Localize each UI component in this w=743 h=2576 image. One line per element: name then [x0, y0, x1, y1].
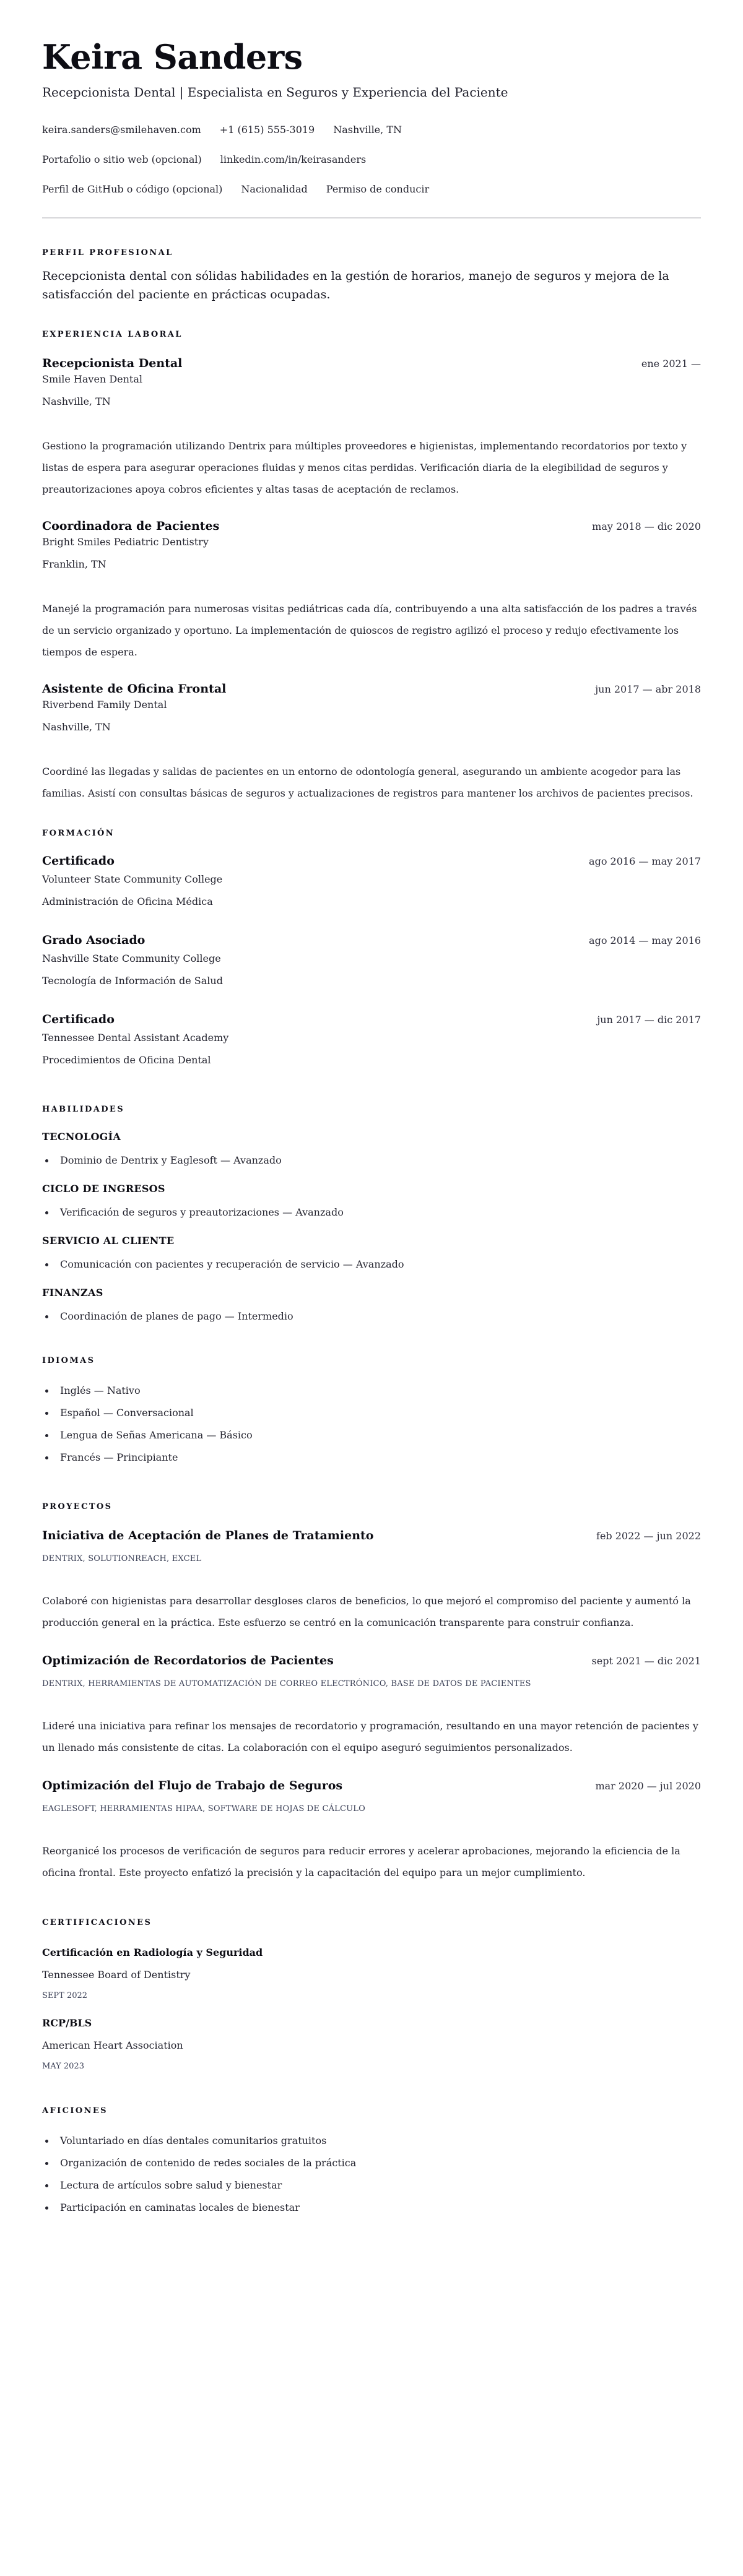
project-entry	[42, 1652, 701, 1758]
project-tech: DENTRIX, SOLUTIONREACH, EXCEL	[42, 1554, 202, 1563]
section-skills	[42, 1104, 701, 1324]
job-description: Coordiné las llegadas y salidas de pacientes en un entorno de odontología general, asegurando un ambiente acogedor para las familias. Asistí con consultas básicas de seguros y actualizaciones de registros para mantener los archivos de pacientes precisos.	[42, 766, 693, 799]
summary-text: Recepcionista dental con sólidas habilidades en la gestión de horarios, manejo de seguros y mejora de la satisfacción del paciente en prácticas ocupadas.	[42, 269, 669, 301]
header-divider	[42, 217, 701, 218]
hobby-text: Lectura de artículos sobre salud y bienestar	[60, 2179, 282, 2191]
degree-title: Certificado	[42, 1013, 115, 1026]
bullet-icon	[45, 2162, 48, 2165]
degree-title: Grado Asociado	[42, 933, 146, 947]
contact-nationality: Nacionalidad	[241, 183, 308, 195]
section-languages	[42, 1355, 701, 1465]
skill-category-name: TECNOLOGÍA	[42, 1131, 121, 1143]
list-item	[42, 1428, 701, 1443]
skill-category	[42, 1286, 701, 1324]
contact-drivers-license: Permiso de conducir	[326, 183, 430, 195]
bullet-icon	[45, 1159, 48, 1162]
contact-row	[42, 182, 701, 197]
list-item	[42, 2156, 701, 2171]
study-field: Administración de Oficina Médica	[42, 896, 213, 907]
certification-issuer: Tennessee Board of Dentistry	[42, 1969, 191, 1981]
list-item	[42, 1309, 701, 1324]
language-text: Francés — Principiante	[60, 1451, 178, 1463]
job-description: Gestiono la programación utilizando Dentrix para múltiples proveedores e higienistas, implementando recordatorios por texto y listas de espera para asegurar operaciones fluidas y menos citas perdidas. Verificación diaria de la elegibilidad de seguros y preautorizaciones apoya cobros eficientes y altas tasas de aceptación de reclamos.	[42, 440, 687, 495]
contact-email[interactable]: keira.sanders@smilehaven.com	[42, 124, 201, 136]
skill-category	[42, 1234, 701, 1272]
section-certifications	[42, 1917, 701, 2073]
company-name: Smile Haven Dental	[42, 373, 142, 385]
bullet-icon	[45, 1456, 48, 1459]
project-description: Reorganicé los procesos de verificación de seguros para reducir errores y acelerar aprobaciones, mejorando la eficiencia de la oficina frontal. Este proyecto enfatizó la precisión y la capacitación del equipo para un mejor cumplimiento.	[42, 1845, 680, 1878]
job-dates: may 2018 — dic 2020	[592, 521, 701, 532]
candidate-headline: Recepcionista Dental | Especialista en Seguros y Experiencia del Paciente	[42, 85, 508, 100]
section-education	[42, 828, 701, 1068]
job-location: Franklin, TN	[42, 558, 106, 570]
contact-linkedin[interactable]: linkedin.com/in/keirasanders	[220, 153, 367, 165]
language-text: Lengua de Señas Americana — Básico	[60, 1429, 253, 1441]
experience-entry	[42, 680, 701, 804]
list-item	[42, 1406, 701, 1420]
section-title: EXPERIENCIA LABORAL	[42, 330, 183, 339]
contact-row	[42, 123, 701, 137]
experience-entry	[42, 517, 701, 663]
section-title: PERFIL PROFESIONAL	[42, 248, 173, 257]
project-name: Optimización del Flujo de Trabajo de Seguros	[42, 1779, 343, 1792]
list-item	[42, 1153, 701, 1168]
section-hobbies	[42, 2105, 701, 2215]
bullet-icon	[45, 1434, 48, 1437]
hobby-text: Organización de contenido de redes sociales de la práctica	[60, 2157, 357, 2169]
project-dates: mar 2020 — jul 2020	[595, 1780, 701, 1792]
bullet-icon	[45, 1390, 48, 1393]
section-title: IDIOMAS	[42, 1356, 95, 1365]
skill-category-name: SERVICIO AL CLIENTE	[42, 1235, 175, 1247]
experience-entry	[42, 355, 701, 500]
certification-date: SEPT 2022	[42, 1991, 88, 2000]
project-dates: feb 2022 — jun 2022	[596, 1530, 701, 1542]
job-title: Coordinadora de Pacientes	[42, 519, 220, 533]
list-item	[42, 1383, 701, 1398]
project-entry	[42, 1527, 701, 1633]
bullet-icon	[45, 1263, 48, 1266]
certification-name: RCP/BLS	[42, 2017, 92, 2029]
contact-github[interactable]: Perfil de GitHub o código (opcional)	[42, 183, 223, 195]
certification-issuer: American Heart Association	[42, 2039, 183, 2051]
project-description: Lideré una iniciativa para refinar los mensajes de recordatorio y programación, resultando en una mayor retención de pacientes y un llenado más consistente de citas. La colaboración con el equipo aseguró seguimientos personalizados.	[42, 1720, 698, 1753]
job-location: Nashville, TN	[42, 395, 111, 407]
skill-category-name: FINANZAS	[42, 1287, 103, 1299]
list-item	[42, 2200, 701, 2215]
study-field: Tecnología de Información de Salud	[42, 975, 223, 987]
school-name: Tennessee Dental Assistant Academy	[42, 1032, 229, 1044]
project-dates: sept 2021 — dic 2021	[591, 1655, 701, 1667]
project-entry	[42, 1777, 701, 1883]
job-description: Manejé la programación para numerosas visitas pediátricas cada día, contribuyendo a una alta satisfacción de los padres a través de un servicio organizado y oportuno. La implementación de quioscos de registro agilizó el proceso y redujo efectivamente los tiempos de espera.	[42, 603, 697, 658]
language-text: Inglés — Nativo	[60, 1385, 141, 1396]
skill-category	[42, 1182, 701, 1220]
certification-name: Certificación en Radiología y Seguridad	[42, 1947, 263, 1958]
list-item	[42, 1450, 701, 1465]
section-title: HABILIDADES	[42, 1105, 124, 1114]
section-title: CERTIFICACIONES	[42, 1918, 152, 1927]
job-dates: jun 2017 — abr 2018	[595, 683, 701, 695]
education-entry	[42, 852, 701, 909]
bullet-icon	[45, 1315, 48, 1318]
list-item	[42, 2133, 701, 2148]
candidate-name: Keira Sanders	[42, 37, 303, 77]
project-tech: EAGLESOFT, HERRAMIENTAS HIPAA, SOFTWARE DE HOJAS DE CÁLCULO	[42, 1804, 365, 1813]
section-experience	[42, 329, 701, 804]
contact-phone[interactable]: +1 (615) 555-3019	[219, 124, 315, 136]
bullet-icon	[45, 1211, 48, 1214]
job-location: Nashville, TN	[42, 721, 111, 733]
bullet-icon	[45, 2140, 48, 2143]
school-name: Nashville State Community College	[42, 953, 221, 964]
education-entry	[42, 1011, 701, 1068]
section-summary	[42, 247, 701, 304]
skill-text: Dominio de Dentrix y Eaglesoft — Avanzado	[60, 1154, 282, 1166]
skill-category-name: CICLO DE INGRESOS	[42, 1183, 165, 1195]
education-entry	[42, 931, 701, 988]
certification-date: MAY 2023	[42, 2062, 84, 2071]
job-dates: ene 2021 —	[641, 358, 701, 370]
study-field: Procedimientos de Oficina Dental	[42, 1054, 211, 1066]
skill-category	[42, 1130, 701, 1168]
bullet-icon	[45, 2206, 48, 2210]
skill-text: Verificación de seguros y preautorizaciones — Avanzado	[60, 1206, 344, 1218]
degree-title: Certificado	[42, 854, 115, 868]
school-name: Volunteer State Community College	[42, 873, 223, 885]
project-description: Colaboré con higienistas para desarrollar desgloses claros de beneficios, lo que mejoró el compromiso del paciente y aumentó la producción general en la práctica. Este esfuerzo se centró en la comunicación transparente para construir confianza.	[42, 1595, 691, 1628]
contact-location: Nashville, TN	[333, 124, 402, 136]
project-name: Iniciativa de Aceptación de Planes de Tratamiento	[42, 1529, 374, 1542]
education-dates: jun 2017 — dic 2017	[597, 1014, 701, 1026]
section-title: FORMACIÓN	[42, 829, 115, 838]
contact-row	[42, 152, 701, 167]
project-name: Optimización de Recordatorios de Pacientes	[42, 1654, 334, 1667]
skill-text: Comunicación con pacientes y recuperación de servicio — Avanzado	[60, 1258, 404, 1270]
education-dates: ago 2016 — may 2017	[589, 855, 701, 867]
list-item	[42, 1205, 701, 1220]
company-name: Bright Smiles Pediatric Dentistry	[42, 536, 209, 548]
contact-portfolio[interactable]: Portafolio o sitio web (opcional)	[42, 153, 202, 165]
resume-header	[42, 35, 701, 197]
job-title: Asistente de Oficina Frontal	[42, 682, 227, 696]
hobby-text: Voluntariado en días dentales comunitarios gratuitos	[60, 2135, 327, 2146]
education-dates: ago 2014 — may 2016	[589, 935, 701, 946]
section-title: PROYECTOS	[42, 1502, 113, 1511]
job-title: Recepcionista Dental	[42, 357, 183, 370]
section-projects	[42, 1501, 701, 1883]
project-tech: DENTRIX, HERRAMIENTAS DE AUTOMATIZACIÓN DE CORREO ELECTRÓNICO, BASE DE DATOS DE PACIENTES	[42, 1679, 531, 1688]
bullet-icon	[45, 1412, 48, 1415]
section-title: AFICIONES	[42, 2106, 108, 2116]
company-name: Riverbend Family Dental	[42, 699, 167, 711]
language-text: Español — Conversacional	[60, 1407, 194, 1419]
certification-entry	[42, 2016, 701, 2073]
certification-entry	[42, 1945, 701, 2002]
skill-text: Coordinación de planes de pago — Intermedio	[60, 1310, 293, 1322]
list-item	[42, 2178, 701, 2193]
bullet-icon	[45, 2184, 48, 2187]
hobby-text: Participación en caminatas locales de bienestar	[60, 2202, 300, 2213]
list-item	[42, 1257, 701, 1272]
